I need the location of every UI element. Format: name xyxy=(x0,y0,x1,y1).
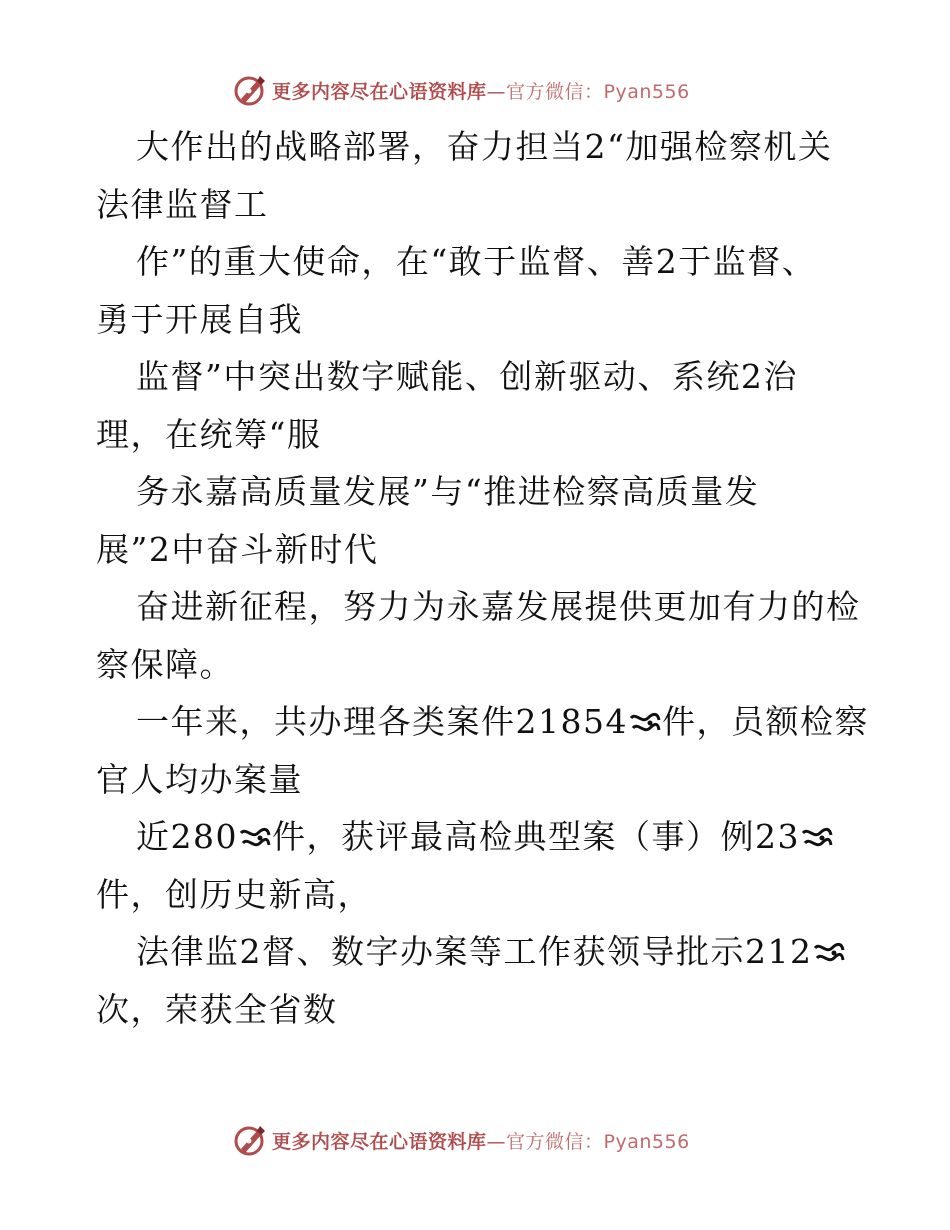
text-line: 大作出的战略部署，奋力担当2“加强检察机关 xyxy=(136,127,833,166)
watermark-dash: — xyxy=(486,1130,507,1153)
watermark-brand: 更多内容尽在心语资料库 xyxy=(272,1130,487,1153)
watermark-dash: — xyxy=(486,80,507,103)
text-line: 一年来，共办理各类案件21854 件，员额检察 xyxy=(136,702,869,741)
pen-logo-icon xyxy=(232,1122,268,1158)
text-line: 勇于开展自我 xyxy=(96,299,303,339)
text-line: 展”2中奋斗新时代 xyxy=(96,529,379,569)
text-line: 奋进新征程，努力为永嘉发展提供更加有力的检 xyxy=(136,587,861,626)
watermark-brand: 更多内容尽在心语资料库 xyxy=(272,80,487,103)
garbled-glyph-icon xyxy=(238,825,272,851)
text-line: 近280 件，获评最高检典型案（事）例23 xyxy=(96,808,866,866)
pen-logo-icon xyxy=(232,72,268,108)
text-line: 监督”中突出数字赋能、创新驱动、系统2治 xyxy=(136,357,798,396)
watermark-contact: 官方微信：Pyan556 xyxy=(506,1130,690,1153)
text-line: 察保障。 xyxy=(96,644,234,684)
header-watermark xyxy=(232,72,690,108)
text-line: 件，创历史新高， xyxy=(96,874,372,914)
text-line: 理，在统筹“服 xyxy=(96,414,322,454)
text-line: 作”的重大使命，在“敢于监督、善2于监督、 xyxy=(136,242,817,281)
garbled-glyph-icon xyxy=(800,825,834,851)
text-line: 次，荣获全省数 xyxy=(96,989,338,1029)
document-body xyxy=(96,118,869,1038)
garbled-glyph-icon xyxy=(812,940,846,966)
text-line: 官人均办案量 xyxy=(96,759,303,799)
text-line: 法律监督工 xyxy=(96,184,269,224)
watermark-contact: 官方微信：Pyan556 xyxy=(506,80,690,103)
text-line: 法律监2督、数字办案等工作获领导批示212 xyxy=(96,923,866,981)
text-line: 务永嘉高质量发展”与“推进检察高质量发 xyxy=(136,472,760,511)
footer-watermark xyxy=(232,1122,690,1158)
garbled-glyph-icon xyxy=(628,710,662,736)
